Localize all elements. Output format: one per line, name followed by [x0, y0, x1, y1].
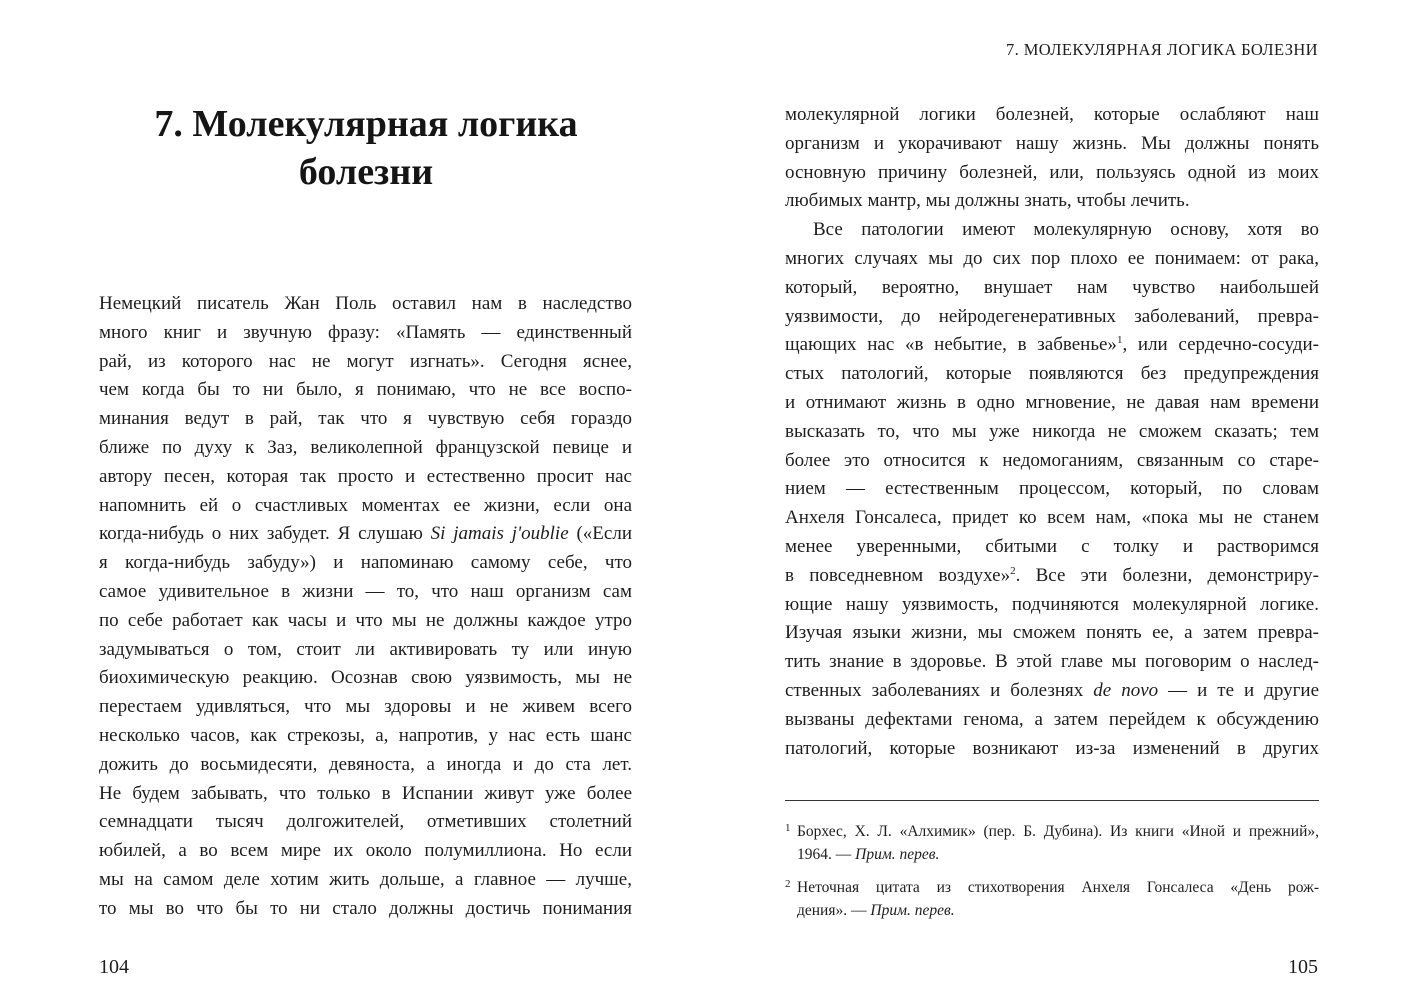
text-line: самое удивительное в жизни — то, что наш организм сам: [99, 580, 632, 602]
text-line: вызваны дефектами генома, а затем перейдем к обсуждению: [785, 708, 1319, 730]
text-line: [785, 562, 1319, 591]
term-de-novo: de novo: [1093, 679, 1159, 701]
text-run: («Если: [568, 523, 632, 545]
text-line: [99, 520, 632, 549]
text-run: когда-нибудь о них забудет. Я слушаю: [99, 523, 431, 545]
text-line: любимых мантр, мы должны знать, чтобы лечить.: [785, 190, 1190, 212]
text-line: Изучая языки жизни, мы сможем понять ее, а затем превра-: [785, 622, 1319, 644]
footnote-ref-1: 1: [1116, 334, 1123, 347]
text-line: по себе работает как часы и что мы не должны каждое утро: [99, 609, 632, 631]
text-line: нием — естественным процессом, который, по словам: [785, 478, 1319, 500]
text-line: перестаем удивляться, что мы здоровы и не живем всего: [99, 696, 632, 718]
text-line: Все патологии имеют молекулярную основу, хотя во: [813, 219, 1319, 241]
text-line: уязвимости, до нейродегенеративных заболеваний, превра-: [785, 305, 1319, 327]
footnote-1: [785, 820, 1319, 866]
text-run: ственных заболеваниях и болезнях: [785, 679, 1094, 701]
text-line: биохимическую реакцию. Осознав свою уязвимость, мы не: [99, 667, 632, 689]
text-run: щающих нас «в небытие, в забвенье»: [785, 334, 1117, 356]
text-line: который, вероятно, внушает нам чувство наибольшей: [785, 276, 1319, 298]
text-line: молекулярной логики болезней, которые ослабляют наш: [785, 104, 1319, 125]
footnote-line: Борхес, Х. Л. «Алхимик» (пер. Б. Дубина). Из книги «Иной и прежний»,: [797, 823, 1319, 840]
footnote-2: [785, 876, 1319, 922]
text-line: менее уверенными, сбитыми с толку и растворимся: [785, 535, 1319, 557]
text-line: задумываться о том, стоит ли активировать ту или иную: [99, 638, 632, 660]
text-line: [785, 331, 1319, 360]
footnote-line: Неточная цитата из стихотворения Анхеля Гонсалеса «День рож-: [797, 879, 1319, 896]
text-line: патологий, которые возникают из-за изменений в других: [785, 737, 1319, 759]
page-number-right: 105: [1288, 956, 1318, 978]
footnote-mark: 2: [785, 878, 791, 890]
text-line: Не будем забывать, что только в Испании живут уже более: [99, 782, 632, 804]
text-line: юбилей, а во всем мире их около полумиллиона. Но если: [99, 840, 632, 862]
footnote-ref-2: 2: [1010, 564, 1016, 577]
text-line: высказать то, что мы уже никогда не сможем сказать; тем: [785, 420, 1319, 442]
translator-note: Прим. перев.: [870, 902, 955, 919]
left-body-text: [99, 290, 632, 924]
text-line: организм и укорачивают нашу жизнь. Мы должны понять: [785, 132, 1319, 154]
paragraph: [785, 216, 1319, 763]
text-run: , или сердечно-сосуди-: [1122, 334, 1319, 356]
text-line: ближе по духу к Заз, великолепной французской певице и: [99, 436, 632, 458]
text-line: Немецкий писатель Жан Поль оставил нам в наследство: [99, 293, 632, 314]
chapter-title: [100, 100, 632, 196]
footnote-line: [785, 899, 1319, 922]
text-line: тить знание в здоровье. В этой главе мы поговорим о наслед-: [785, 651, 1319, 673]
page-number-left: 104: [99, 956, 129, 978]
song-title: Si jamais j'oublie: [430, 523, 569, 545]
chapter-title-line-1: 7. Молекулярная логика: [154, 103, 578, 145]
right-page: [704, 0, 1409, 1000]
text-line: много книг и звучную фразу: «Память — единственный: [99, 321, 632, 343]
text-line: я когда-нибудь забуду») и напоминаю самому себе, что: [99, 552, 632, 574]
text-line: [785, 677, 1319, 706]
text-line: рай, из которого нас не могут изгнать». Сегодня яснее,: [99, 350, 632, 372]
text-run: — и те и другие: [1158, 679, 1319, 701]
text-line: семнадцати тысяч долгожителей, отметивших столетний: [99, 811, 632, 833]
right-body-text: [785, 101, 1319, 763]
text-run: . Все эти болезни, демонстриру-: [1015, 564, 1319, 586]
text-run: 1964. —: [797, 846, 856, 863]
text-line: напомнить ей о счастливых моментах ее жизни, если она: [99, 494, 632, 516]
text-line: основную причину болезней, или, пользуясь одной из моих: [785, 161, 1319, 183]
chapter-title-line-2: болезни: [298, 151, 434, 193]
footnote-divider: [785, 800, 1319, 801]
footnote-mark: 1: [785, 822, 791, 834]
left-page: [0, 0, 704, 1000]
text-line: многих случаях мы до сих пор плохо ее понимаем: от рака,: [785, 247, 1319, 269]
text-line: ющие нашу уязвимость, подчиняются молекулярной логике.: [785, 593, 1319, 615]
paragraph: [99, 290, 632, 924]
text-line: то мы во что бы то ни стало должны достичь понимания: [99, 897, 632, 919]
text-line: Анхеля Гонсалеса, придет ко всем нам, «пока мы не станем: [785, 507, 1319, 529]
footnote-line: [785, 843, 1319, 866]
running-head: 7. МОЛЕКУЛЯРНАЯ ЛОГИКА БОЛЕЗНИ: [1006, 40, 1318, 59]
text-line: дожить до восьмидесяти, девяноста, а иногда и до ста лет.: [99, 753, 632, 775]
text-line: стых патологий, которые появляются без предупреждения: [785, 363, 1319, 385]
text-line: минания ведут в рай, так что я чувствую себя гораздо: [99, 408, 632, 430]
paragraph: [785, 101, 1319, 216]
text-line: мы на самом деле хотим жить дольше, а главное — лучше,: [99, 868, 632, 890]
text-line: чем когда бы то ни было, я понимаю, что не все воспо-: [99, 379, 632, 401]
text-line: и отнимают жизнь в одно мгновение, не давая нам времени: [785, 391, 1319, 413]
text-run: дения». —: [797, 902, 871, 919]
translator-note: Прим. перев.: [855, 846, 940, 863]
text-run: в повседневном воздухе»: [785, 564, 1011, 586]
text-line: несколько часов, как стрекозы, а, напротив, у нас есть шанс: [99, 724, 632, 746]
text-line: автору песен, которая так просто и естественно просит нас: [99, 465, 632, 487]
text-line: более это относится к недомоганиям, связанным со старе-: [785, 449, 1319, 471]
